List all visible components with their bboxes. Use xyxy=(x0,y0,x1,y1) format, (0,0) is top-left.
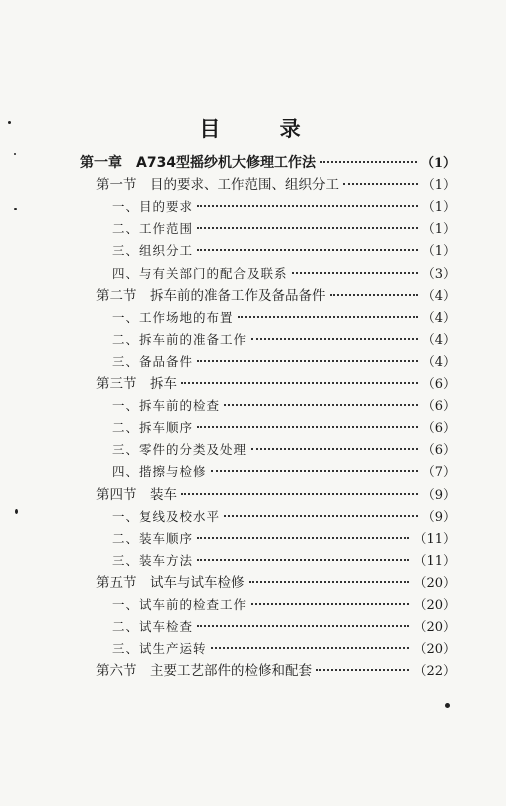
toc-entry-label: 一、目的要求 xyxy=(112,199,194,214)
toc-page-number: （4） xyxy=(421,333,456,348)
toc-entry-label: 一、复线及校水平 xyxy=(112,509,221,524)
scan-speck xyxy=(8,121,11,124)
toc-page-number: （22） xyxy=(413,664,456,679)
toc-entry-label: 三、试生产运转 xyxy=(112,641,207,656)
dot-leader xyxy=(251,448,418,450)
dot-leader xyxy=(238,316,418,318)
toc-item-entry xyxy=(112,329,456,351)
toc-page-number: （1） xyxy=(421,222,456,237)
toc-page-number: （6） xyxy=(421,443,456,458)
dot-leader xyxy=(211,647,410,649)
dot-leader xyxy=(343,183,418,185)
toc-page-number: （4） xyxy=(421,289,456,304)
toc-section-entry xyxy=(96,484,456,506)
scan-speck xyxy=(15,509,18,514)
toc-page-number: （6） xyxy=(421,399,456,414)
dot-leader xyxy=(181,382,418,384)
toc-entry-label: 第六节 主要工艺部件的检修和配套 xyxy=(96,663,312,679)
toc-entry-label: 四、揩擦与检修 xyxy=(112,464,207,479)
toc-page-number: （1） xyxy=(420,156,456,171)
toc-entry-label: 一、工作场地的布置 xyxy=(112,310,234,325)
toc-entry-label: 二、拆车前的准备工作 xyxy=(112,332,248,347)
toc-entry-label: 二、拆车顺序 xyxy=(112,420,194,435)
toc-item-entry xyxy=(112,196,456,218)
toc-entry-label: 第二节 拆车前的准备工作及备品备件 xyxy=(96,288,326,304)
dot-leader xyxy=(224,404,418,406)
dot-leader xyxy=(197,426,418,428)
toc-entry-label: 二、工作范围 xyxy=(112,221,194,236)
toc-entry-label: 一、试车前的检查工作 xyxy=(112,597,248,612)
toc-page-number: （20） xyxy=(413,576,456,591)
toc-page-number: （7） xyxy=(421,465,456,480)
toc-entry-label: 三、零件的分类及处理 xyxy=(112,442,248,457)
toc-item-entry xyxy=(112,461,456,483)
toc-entry-label: 第一章 A734型摇纱机大修理工作法 xyxy=(80,155,317,171)
dot-leader xyxy=(197,227,418,229)
page-title: 目 录 xyxy=(199,117,327,141)
toc-entry-label: 二、装车顺序 xyxy=(112,531,194,546)
toc-page-number: （4） xyxy=(421,355,456,370)
dot-leader xyxy=(197,249,418,251)
toc-item-entry xyxy=(112,351,456,373)
toc-page-number: （6） xyxy=(421,421,456,436)
toc-item-entry xyxy=(112,240,456,262)
toc-page-number: （20） xyxy=(413,620,456,635)
dot-leader xyxy=(197,537,409,539)
dot-leader xyxy=(224,515,418,517)
scan-speck xyxy=(14,208,17,210)
toc-item-entry xyxy=(112,594,456,616)
dot-leader xyxy=(197,205,418,207)
dot-leader xyxy=(197,559,409,561)
toc-item-entry xyxy=(112,550,456,572)
toc-item-entry xyxy=(112,263,456,285)
toc-page-number: （1） xyxy=(421,178,456,193)
dot-leader xyxy=(251,338,418,340)
toc-item-entry xyxy=(112,528,456,550)
toc-page-number: （1） xyxy=(421,244,456,259)
toc-page-number: （9） xyxy=(421,510,456,525)
dot-leader xyxy=(211,470,418,472)
dot-leader xyxy=(316,669,409,671)
toc-item-entry xyxy=(112,638,456,660)
toc-page-number: （11） xyxy=(413,532,456,547)
dot-leader xyxy=(197,625,409,627)
toc-item-entry xyxy=(112,506,456,528)
toc-item-entry xyxy=(112,218,456,240)
scan-speck xyxy=(445,703,450,708)
toc-chapter-entry xyxy=(80,152,456,174)
toc-item-entry xyxy=(112,439,456,461)
toc-entry-label: 第三节 拆车 xyxy=(96,376,177,392)
toc-page-number: （1） xyxy=(421,200,456,215)
toc-entry-label: 一、拆车前的检查 xyxy=(112,398,221,413)
toc-page-number: （20） xyxy=(413,598,456,613)
dot-leader xyxy=(181,493,418,495)
toc-item-entry xyxy=(112,616,456,638)
scan-speck xyxy=(14,153,16,155)
toc-entry-label: 四、与有关部门的配合及联系 xyxy=(112,266,288,281)
toc-entry-label: 第一节 目的要求、工作范围、组织分工 xyxy=(96,177,339,193)
toc-page-number: （6） xyxy=(421,377,456,392)
toc-section-entry xyxy=(96,373,456,395)
toc-entry-label: 三、备品备件 xyxy=(112,354,194,369)
toc-page-number: （4） xyxy=(421,311,456,326)
toc-page-number: （9） xyxy=(421,488,456,503)
toc-entry-label: 二、试车检查 xyxy=(112,619,194,634)
dot-leader xyxy=(251,603,409,605)
toc-item-entry xyxy=(112,417,456,439)
dot-leader xyxy=(330,294,418,296)
dot-leader xyxy=(197,360,418,362)
toc-page-number: （3） xyxy=(421,267,456,282)
toc-page-number: （20） xyxy=(413,642,456,657)
toc-entry-label: 第四节 装车 xyxy=(96,487,177,503)
toc-item-entry xyxy=(112,395,456,417)
toc-entry-label: 三、装车方法 xyxy=(112,553,194,568)
toc-page-number: （11） xyxy=(413,554,456,569)
dot-leader xyxy=(320,161,417,163)
toc-entry-label: 三、组织分工 xyxy=(112,243,194,258)
toc-entry-label: 第五节 试车与试车检修 xyxy=(96,575,245,591)
toc-section-entry xyxy=(96,660,456,682)
dot-leader xyxy=(249,581,410,583)
toc-section-entry xyxy=(96,572,456,594)
toc-section-entry xyxy=(96,174,456,196)
toc-section-entry xyxy=(96,285,456,307)
dot-leader xyxy=(292,272,418,274)
toc-item-entry xyxy=(112,307,456,329)
